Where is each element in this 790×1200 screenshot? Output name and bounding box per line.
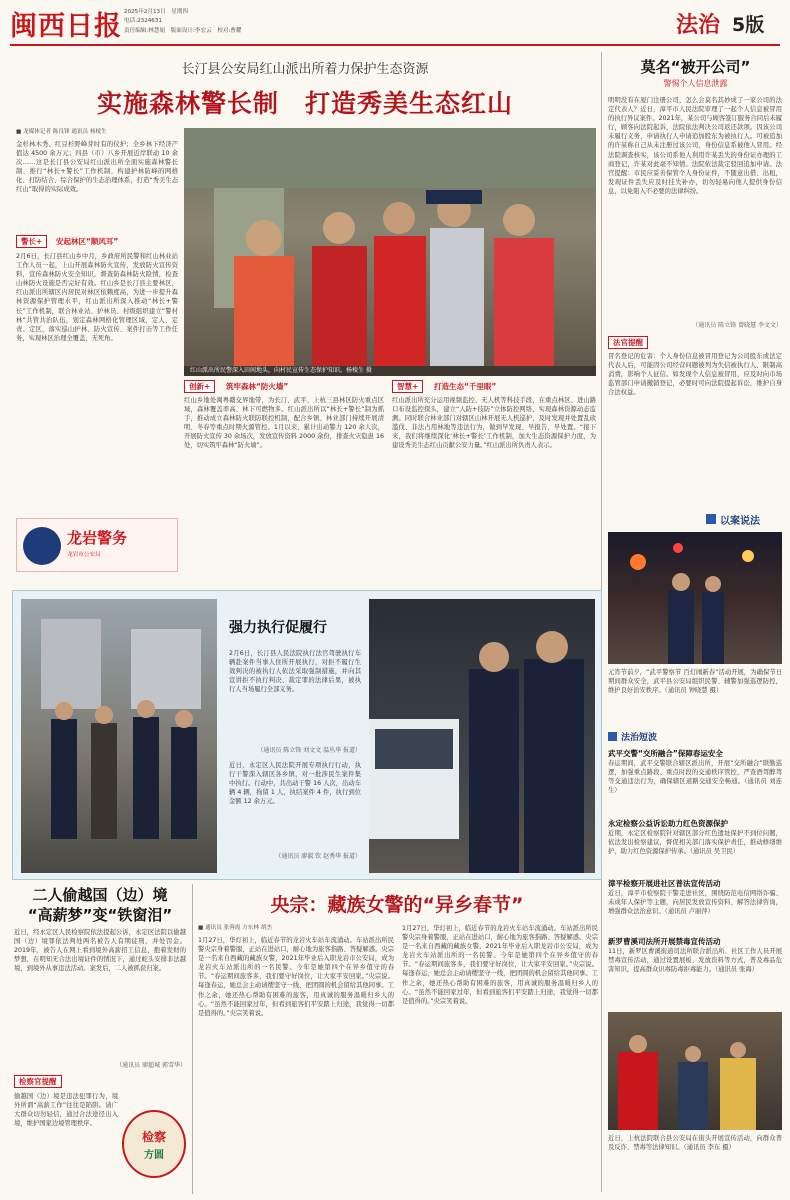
photo-speaks-title xyxy=(706,512,786,528)
phone: 电话:2324631 xyxy=(124,18,162,24)
tag-smart-plus xyxy=(392,380,423,393)
lead-subtitle: 长汀县公安局红山派出所着力保护生态资源 xyxy=(181,62,429,77)
news-item xyxy=(608,818,782,873)
news-photo-caption: 近日，上杭法院联合县公安局在街头开展宣传活动，向群众普及反诈、禁毒等法律知识。（通讯员 李东 摄） xyxy=(608,1135,782,1152)
prosecutor-note-tag xyxy=(14,1075,62,1088)
news-item xyxy=(608,878,782,933)
issue-date: 2025年2月13日 星期四 xyxy=(124,9,189,15)
photo-speaks-image xyxy=(608,532,782,664)
prosecutor-note-body: 偷越国（边）境是违法犯罪行为，境外所谓“高薪工作”往往是陷阱。请广大群众切勿轻信，通过合法途径出入境，维护国家边境管理秩序。 xyxy=(14,1093,118,1128)
lead-intro: 金杉林木秀、红豆杉野峰芽时有的仪护；全乡林下经济产值达 4500 余万元；四县（市）八乡开展近岸联动 10 余次……这是长汀县公安局红山派出所全面实施森林警长制、推行“林长+警长”工作机制、构建护林防峰的网格化、打防结合、综合保护的生态治理体系，打造“秀美生态红山”取得的实际成效。 xyxy=(16,141,178,194)
wanted-credit: （通讯员 陈立锋 曾晓慧 李文文） xyxy=(692,322,782,329)
newspaper-logo: 闽西日报 xyxy=(10,11,122,42)
tag-innovation-plus-label: 创新+ xyxy=(189,382,211,391)
news-item-body: 近日，漳平市检察院干警走进社区，围绕防范电信网络诈骗、未成年人保护等主题，向居民发放宣传资料、解答法律咨询，增强群众法治意识。（通讯员 卢丽萍） xyxy=(608,890,782,916)
enforce-photo-right xyxy=(369,599,595,873)
lead-photo xyxy=(184,128,596,376)
police-logo-badge-icon xyxy=(23,527,61,565)
feature-title: 央宗：藏族女警的“异乡春节” xyxy=(270,894,524,916)
feature-body-cont xyxy=(402,924,598,1192)
wanted-body: 明明没有在厦门注册公司，怎么会莫名其妙成了一家公司的法定代表人？近日，漳平市人民法院审理了一起个人信息被冒用的执行异议案件。2021年，某公司与顾客签订服务合同后未履行，顾客向法院起诉，法院依法判决公司返还款项。因该公司未履行义务，申请执行人申请追加股东为被执行人。可被追加的许某称自己从未注册过该公司，身份信息系被他人冒用。经法院调查核实，该公司系他人利用许某丢失的身份证办理的工商登记，许某对此毫不知情。法院依法裁定驳回追加申请。法官提醒：市民应妥善保管个人身份证件，不随意出借、出租，发现证件丢失应及时挂失补办，切勿轻易向他人提供身份信息，以免陷入不必要的法律纠纷。 xyxy=(608,97,782,195)
enforce-credit-2: （通讯员 廖淑 钦 赵秀华 报道） xyxy=(275,853,361,860)
tag-innovation-plus xyxy=(184,380,215,393)
police-logo-title: 龙岩警务 xyxy=(67,529,128,547)
procuratorate-logo-title: 检察 xyxy=(141,1130,166,1144)
lead-photo-caption: 红山派出所民警深入田间地头，向村民宣传生态保护知识。杨棱生 摄 xyxy=(184,366,596,376)
news-item xyxy=(608,748,782,811)
masthead-rule xyxy=(10,44,780,46)
enforce-credit-1: （通讯员 陈立锋 刘文文 温丛华 报道） xyxy=(257,747,361,754)
police-logo-sub: 龙岩市公安局 xyxy=(67,552,101,558)
procuratorate-logo xyxy=(122,1110,186,1178)
news-item-title: 漳平检察开展进社区普法宣传活动 xyxy=(608,879,721,888)
border-story-title: 二人偷越国（边）境 xyxy=(32,886,168,904)
enforce-p2: 近日，永定区人民法院开展专项执行行动，执行干警深入辖区各乡镇，对一批涉民生案件集中执行。行动中，共出动干警 16 人次，出动车辆 4 辆，拘留 1 人，执结案件 4 件，执行到位金额 12 余万元。 xyxy=(229,762,361,806)
tag-smart-plus-title: 打造生态“千里眼” xyxy=(434,382,497,391)
feature-body-repeat: 1月27日，华灯初上，临近春节的龙岩火车站车流涌动。车站派出所民警央宗身着警服，正站在进站口，耐心地为旅客指路、答疑解惑。央宗是一名来自西藏的藏族女警，2021年毕业后入职龙岩市公安局，成为龙岩火车站派出所的一名民警。今年是她第四个在异乡值守的春节。“春运期间旅客多，我们要守好岗位，让大家平安回家。”央宗说。每逢春运，她总会主动请缨坚守一线，把团圆的机会留给其他同事。工作之余，她还热心帮助有困难的旅客，用真诚的服务温暖归乡人的心。“虽然不能回家过年，但看到旅客们平安踏上归途，我觉得一切都是值得的。”央宗笑着说。 xyxy=(402,925,598,1005)
lead-body-3: 红山派出所充分运用视频监控、无人机等科技手段，在重点林区、进山路口布设监控探头，建立“人防+技防”立体防控网络，实现森林资源动态监测。同时联合林业部门对辖区山林开展无人机巡护，及时发现并处置乱砍滥伐、非法占用林地等违法行为，做到早发现、早报告、早处置。“接下来，我们将继续深化‘林长+警长’工作机制，加大生态资源保护力度，为建设秀美生态红山贡献公安力量。”红山派出所负责人表示。 xyxy=(392,397,596,450)
judge-note-tag-label: 法官提醒 xyxy=(613,338,643,347)
lead-byline: ■ 龙媒体记者 陈良锋 通讯员 杨棱生 xyxy=(16,129,107,135)
feature-body: 1月27日，华灯初上，临近春节的龙岩火车站车流涌动。车站派出所民警央宗身着警服，正站在进站口，耐心地为旅客指路、答疑解惑。央宗是一名来自西藏的藏族女警，2021年毕业后入职龙岩市公安局，成为龙岩火车站派出所的一名民警。今年是她第四个在异乡值守的春节。“春运期间旅客多，我们要守好岗位，让大家平安回家。”央宗说。每逢春运，她总会主动请缨坚守一线，把团圆的机会留给其他同事。工作之余，她还热心帮助有困难的旅客，用真诚的服务温暖归乡人的心。“虽然不能回家过年，但看到旅客们平安踏上归途，我觉得一切都是值得的。”央宗笑着说。 xyxy=(198,937,394,1017)
enforce-title: 强力执行促履行 xyxy=(229,620,327,636)
lead-body-2: 红山乡地处闽粤赣交界地带，为长汀、武平、上杭三县林区防火重点区域，森林覆盖率高，林下可燃物多。红山派出所以“林长+警长”制为抓手，推动成立森林防火联防联控机制，配合乡镇、林业部门持续开展清明、冬春等重点时期火源管控。1月以来，累计出动警力 120 余人次，开展防火宣传 30 余场次，发放宣传资料 2000 余份，排查火灾隐患 16 处，切实筑牢森林“防火墙”。 xyxy=(184,397,384,450)
wanted-subtitle: 警惕个人信息泄露 xyxy=(663,79,728,88)
editors: 责任编辑:林慧娟 版面设计:李宏云 校对:曹耀 xyxy=(124,28,242,34)
feature-byline: ■ 通讯员 张蓉霞 方东林 胡杰 xyxy=(198,925,272,931)
lead-body-1: 2月6日，长汀县红山乡中月，乡政府所民警和红山林业站工作人员一起，上山开展森林防火宣传，发放防火宣传资料，宣传森林防火安全知识，督查防森林防火险情，检查山林防火设施是否完好有效。红山乡是长汀县主要林区，红山派出所辖区内居民对林区依赖度高，为进一步提升森林资源保护管理水平，红山派出所深入推动“林长+警长”工作机制，联合林业站、护林员、村级组织建立“警村林”共管共治队伍，划定森林网格化管理区域，定人、定责、定区，落实巡山护林、防火宣传、案件打击等工作任务，实现林区治理全覆盖、无死角。 xyxy=(16,253,178,342)
news-item-title: 新罗曹溪司法所开展禁毒宣传活动 xyxy=(608,937,721,946)
judge-note-body: 冒名登记的危害：个人身份信息被冒用登记为公司股东或法定代表人后，可能因公司经营问题被列为失信被执行人、限制高消费，影响个人征信。如发现个人信息被冒用，应及时向市场监管部门申请撤销登记，必要时可向法院提起诉讼，维护自身合法权益。 xyxy=(608,353,782,397)
news-item xyxy=(608,936,782,1009)
page-number: 5版 xyxy=(732,14,765,36)
border-story-credit: （通讯员 廖超城 郭雪华） xyxy=(116,1062,186,1069)
wanted-title: 莫名“被开公司” xyxy=(640,58,751,76)
tag-police-plus-label: 警长+ xyxy=(21,237,43,246)
tag-police-plus xyxy=(16,235,47,248)
tag-smart-plus-label: 智慧+ xyxy=(397,382,419,391)
news-photo xyxy=(608,1012,782,1130)
judge-note-tag xyxy=(608,336,648,349)
procuratorate-logo-sub: 方圆 xyxy=(144,1150,164,1161)
border-story-title-2: “高薪梦”变“铁窗泪” xyxy=(27,906,173,924)
photo-speaks-icon xyxy=(706,514,716,524)
enforce-photo-left xyxy=(21,599,217,873)
news-section-icon xyxy=(608,732,617,741)
news-item-body: 近期，永定区检察院针对辖区部分红色遗址保护不到位问题，依法发出检察建议，督促相关部门落实保护责任，推动修缮维护，助力红色资源保护传承。（通讯员 吴卫民） xyxy=(608,830,782,856)
news-item-body: 春运期间，武平交警联合辖区派出所，开展“交所融合”联勤巡逻，加强重点路段、重点时段的交通秩序管控，严查酒驾醉驾等交通违法行为，确保辖区道路交通安全畅通。（通讯员 刘连生） xyxy=(608,760,782,795)
photo-speaks-caption: 元宵节前夕，“武平警察节 百灯闹新春”活动开展，为确保节日期间群众安全，武平县公安局组织民警、辅警加强巡逻防控，维护良好治安秩序。（通讯员 钟晓慧 摄） xyxy=(608,669,782,695)
tag-police-plus-title: 安起林区“顺风耳” xyxy=(56,237,119,246)
prosecutor-note-tag-label: 检察官提醒 xyxy=(19,1077,57,1086)
enforce-box xyxy=(12,590,602,880)
section-name: 法治 xyxy=(676,13,721,38)
border-story-body: 近日，经永定区人民检察院依法提起公诉，永定区法院以偷越国（边）境罪依法判处两名被告人有期徒刑，并处罚金。2019年，被告人在网上看到境外高薪招工信息，抱着发财的梦想，在明知无合法出境证件的情况下，通过蛇头安排非法越境，到境外从事违法活动。案发后，二人被抓获归案。 xyxy=(14,929,186,973)
masthead xyxy=(0,0,790,46)
news-item-body: 11日，新罗区曹溪街道司法所联合派出所、社区工作人员开展禁毒宣传活动，通过设置展板、发放资料等方式，普及毒品危害知识，提高群众识毒防毒拒毒能力。（通讯员 张海） xyxy=(608,948,782,974)
news-section-label: 法治短波 xyxy=(621,733,658,743)
news-item-title: 武平交警“交所融合”保障春运安全 xyxy=(608,749,723,758)
police-logo xyxy=(16,518,178,572)
photo-speaks-label: 以案说法 xyxy=(720,516,760,527)
enforce-p1: 2月6日，长汀县人民法院执行法官驾驶执行车辆赴案件当事人住所开展执行，对拒不履行生效判决的被执行人依法采取强制措施，并向其宣讲拒不执行判决、裁定罪的法律后果，被执行人当场履行全部义务。 xyxy=(229,650,361,694)
tag-innovation-plus-title: 筑牢森林“防火墙” xyxy=(226,382,289,391)
bottom-column-divider xyxy=(192,884,193,1194)
lead-title: 实施森林警长制 打造秀美生态红山 xyxy=(96,89,513,118)
news-item-title: 永定检察公益诉讼助力红色资源保护 xyxy=(608,819,728,828)
news-section-title xyxy=(608,730,782,744)
